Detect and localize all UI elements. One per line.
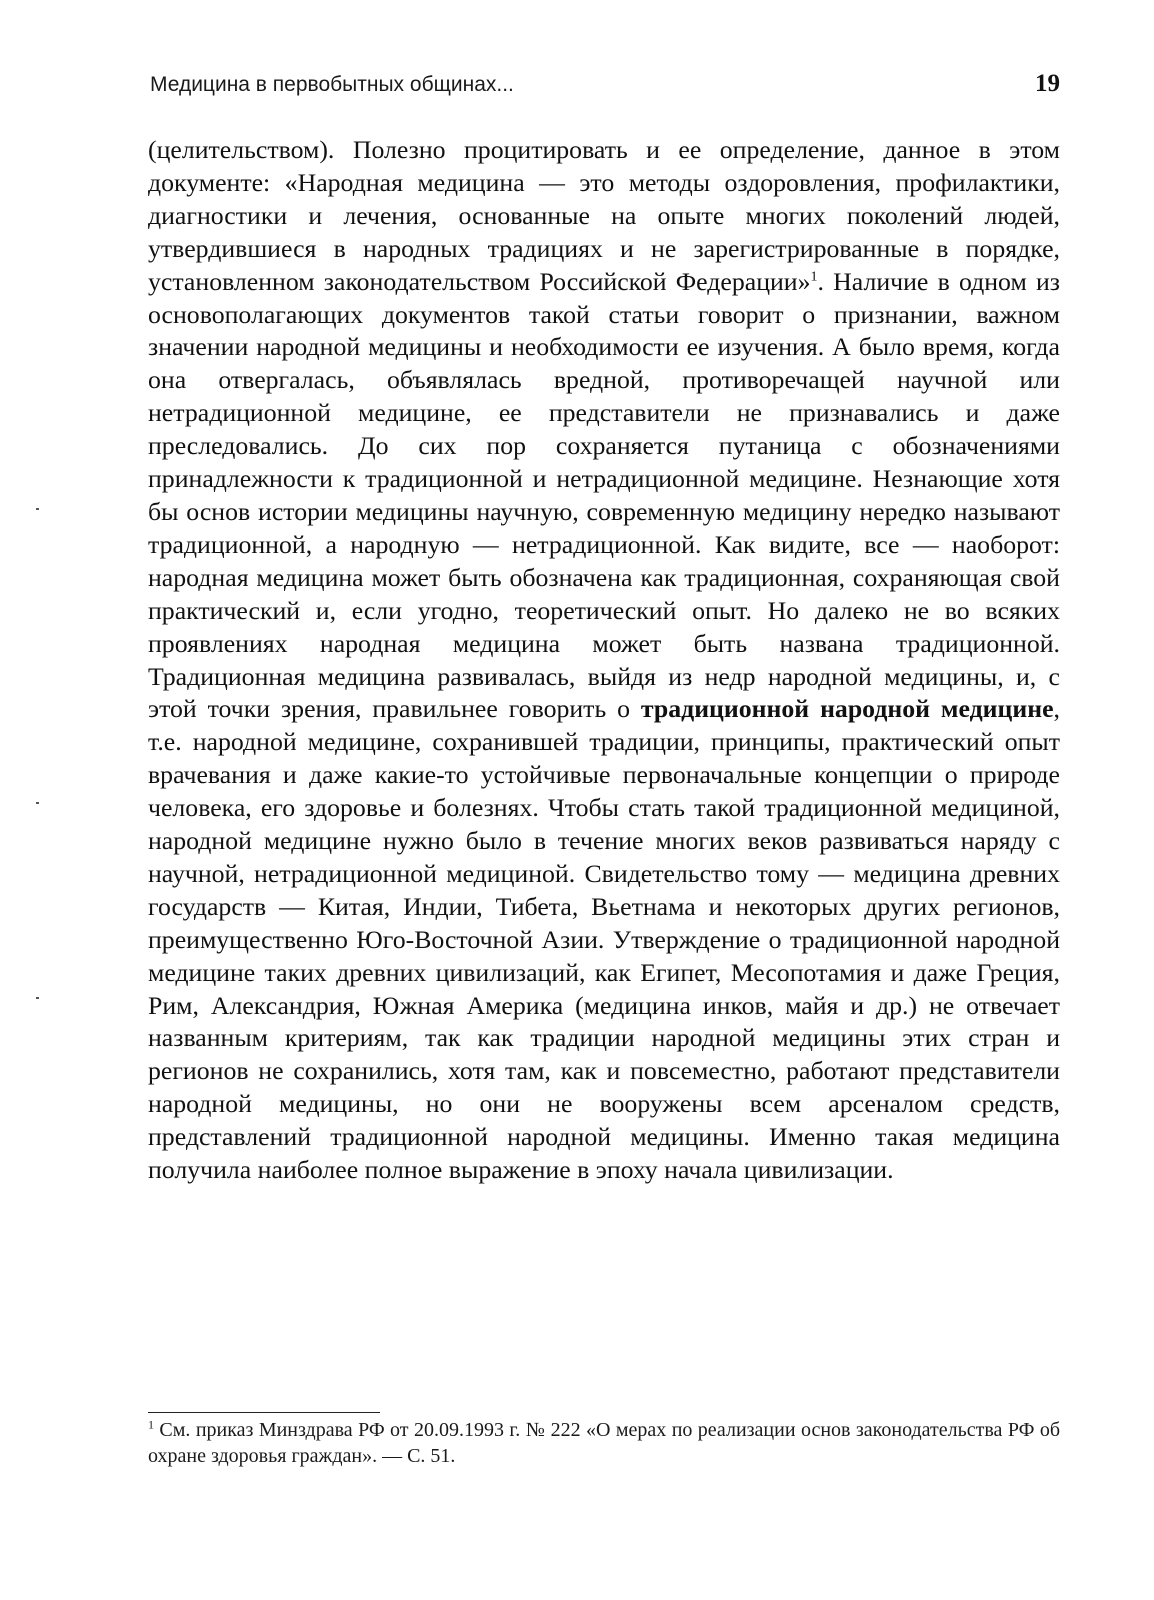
body-text-part-2: . Наличие в одном из основополагающих документов такой статьи говорит о признании, важном значении народной медицины и необходимости ее изучения. А было время, когда она отвергалась, объявлялась вредной, противоречащей научной или нетрадиционной медицине, ее представители не признавались и даже преследовались. До сих пор сохраняется путаница с обозначениями принадлежности к традиционной и нетрадиционной медицине. Незнающие хотя бы основ истории медицины научную, современную медицину нередко называют традиционной, а народную — нетрадиционной. Как видите, все — наоборот: народная медицина может быть обозначена как традиционная, сохраняющая свой практический и, если угодно, теоретический опыт. Но далеко не во всяких проявлениях народная медицина может быть названа традиционной. Традиционная медицина развивалась, выйдя из недр народной медицины, и, с этой точки зрения, правильнее говорить о	[148, 266, 1060, 724]
footnote	[148, 1417, 1060, 1469]
scan-speck	[36, 508, 39, 510]
scan-speck	[36, 997, 39, 999]
footnote-marker: 1	[148, 1417, 154, 1432]
page-number: 19	[1035, 70, 1060, 97]
scan-speck	[36, 802, 39, 804]
body-text-part-1: (целительством). Полезно процитировать и ее определение, данное в этом документе: «Народная медицина — это методы оздоровления, профилактики, диагностики и лечения, основанные на опыте многих поколений людей, утвердившиеся в народных традициях и не зарегистрированные в порядке, установленном законодательством Российской Федерации»	[148, 135, 1060, 296]
body-text-part-3: , т.е. народной медицине, сохранившей традиции, принципы, практический опыт врачевания и даже какие-то устойчивые первоначальные концепции о природе человека, его здоровье и болезнях. Чтобы стать такой традиционной медициной, народной медицине нужно было в течение многих веков развиваться наряду с научной, нетрадиционной медициной. Свидетельство тому — медицина древних государств — Китая, Индии, Тибета, Вьетнама и некоторых других регионов, преимущественно Юго-Восточной Азии. Утверждение о традиционной народной медицине таких древних цивилизаций, как Египет, Месопотамия и даже Греция, Рим, Александрия, Южная Америка (медицина инков, майя и др.) не отвечает названным критериям, так как традиции народной медицины этих стран и регионов не сохранились, хотя там, как и повсеместно, работают представители народной медицины, но они не вооружены всем арсеналом средств, представлений традиционной народной медицины. Именно такая медицина получила наиболее полное выражение в эпоху начала цивилизации.	[148, 694, 1060, 1185]
body-paragraph	[148, 134, 1060, 1187]
footnote-reference: 1	[810, 269, 818, 285]
footnote-text: См. приказ Минздрава РФ от 20.09.1993 г. № 222 «О мерах по реализации основ законодательства РФ об охране здоровья граждан». — С. 51.	[148, 1419, 1060, 1467]
footnote-divider	[148, 1412, 380, 1413]
running-head	[150, 70, 1060, 104]
running-title: Медицина в первобытных общинах...	[150, 73, 514, 96]
emphasized-term: традиционной народной медицине	[640, 694, 1054, 724]
